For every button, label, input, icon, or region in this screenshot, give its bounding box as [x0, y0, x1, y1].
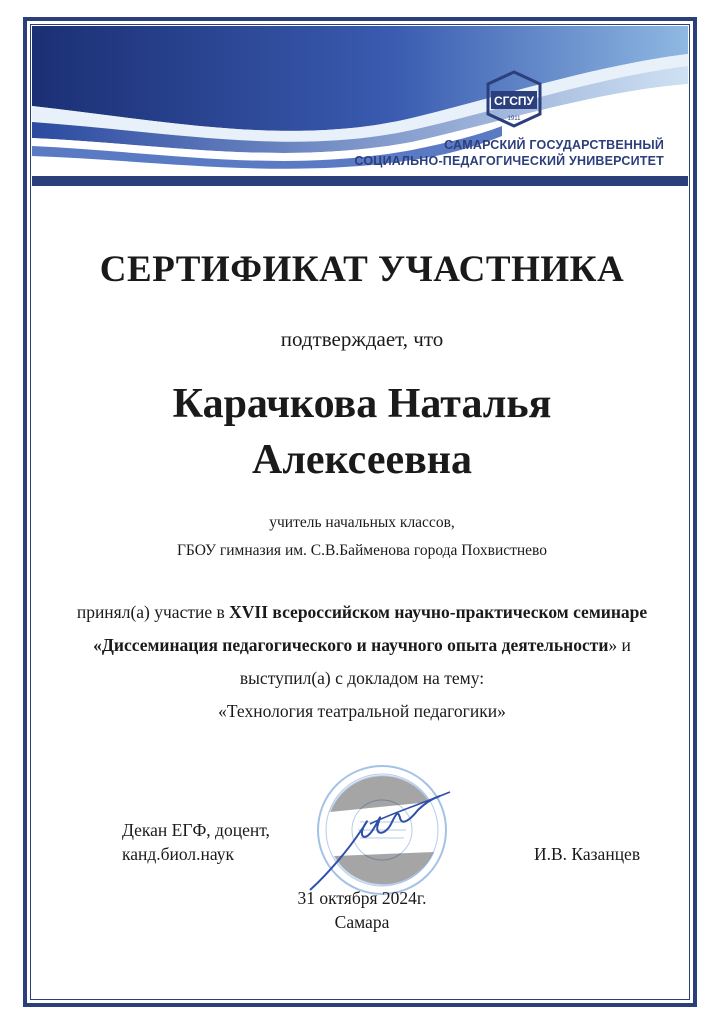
participation-suffix: » и выступил(а) с докладом на тему:: [239, 635, 631, 688]
participant-name-line1: Карачкова Наталья: [172, 381, 552, 427]
participant-name: [0, 376, 724, 488]
university-name-line2: СОЦИАЛЬНО-ПЕДАГОГИЧЕСКИЙ УНИВЕРСИТЕТ: [354, 154, 664, 168]
participant-position: [0, 509, 724, 565]
participant-position-line2: ГБОУ гимназия им. С.В.Байменова города Похвистнево: [176, 542, 548, 559]
signatory-name: И.В. Казанцев: [534, 844, 641, 864]
issue-city: Самара: [334, 912, 390, 932]
certificate-title: СЕРТИФИКАТ УЧАСТНИКА: [99, 249, 625, 290]
university-logo: [474, 70, 554, 128]
issue-date: 31 октября 2024г.: [297, 888, 427, 908]
signatory-position-line1: Декан ЕГФ, доцент,: [122, 820, 270, 840]
logo-text: СГСПУ: [493, 94, 535, 108]
participant-name-line2: Алексеевна: [251, 437, 472, 483]
participation-text: [70, 596, 654, 728]
confirms-text: подтверждает, что: [280, 327, 444, 351]
issue-info: [0, 886, 724, 934]
participant-position-line1: учитель начальных классов,: [269, 514, 455, 531]
signatory-position: [122, 818, 270, 866]
logo-year: 1911: [507, 116, 521, 122]
event-name: XVII всероссийском научно-практическом семинаре «Диссеминация педагогического и научного опыта деятельности: [93, 602, 648, 655]
report-topic: «Технология театральной педагогики»: [218, 701, 506, 721]
signatory-position-line2: канд.биол.наук: [122, 844, 235, 864]
participation-prefix: принял(а) участие в: [76, 602, 230, 622]
university-name-line1: САМАРСКИЙ ГОСУДАРСТВЕННЫЙ: [444, 138, 664, 152]
university-name: [300, 137, 664, 169]
